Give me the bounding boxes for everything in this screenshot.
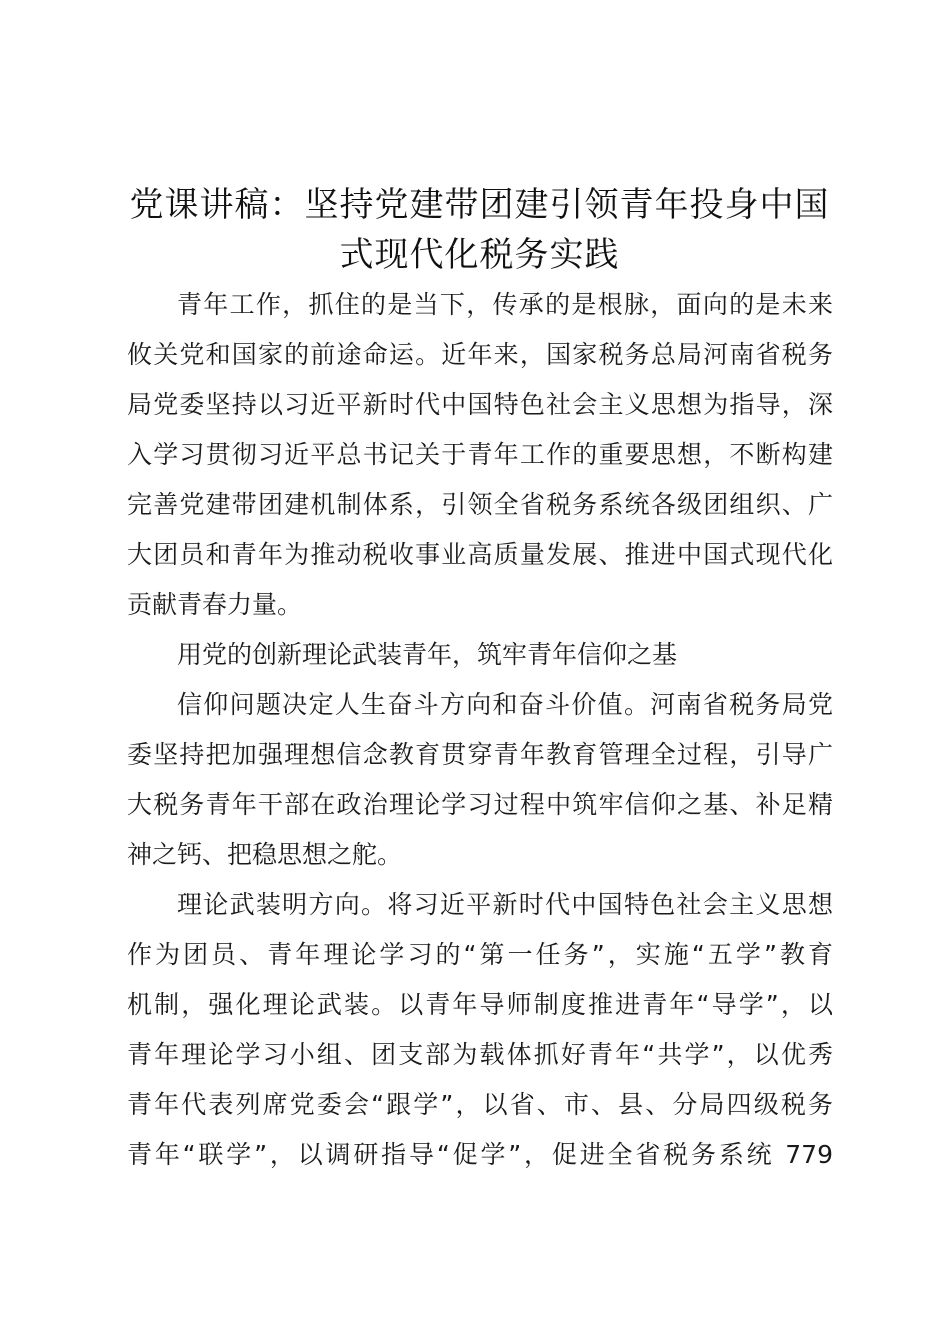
paragraph-line: 青年工作，抓住的是当下，传承的是根脉，面向的是未来	[177, 290, 833, 319]
title-line-1: 党课讲稿：坚持党建带团建引领青年投身中国	[129, 185, 830, 225]
section-heading	[127, 630, 833, 680]
paragraph-line: 入学习贯彻习近平总书记关于青年工作的重要思想，不断构建	[127, 440, 833, 469]
paragraph-line: 委坚持把加强理想信念教育贯穿青年教育管理全过程，引导广	[127, 740, 833, 769]
title-line-2: 式现代化税务实践	[339, 235, 620, 275]
paragraph-line: 大团员和青年为推动税收事业高质量发展、推进中国式现代化	[127, 540, 833, 569]
paragraph-line: 信仰问题决定人生奋斗方向和奋斗价值。河南省税务局党	[177, 690, 833, 719]
section-heading-text: 用党的创新理论武装青年，筑牢青年信仰之基	[177, 640, 678, 669]
paragraph-line: 青年理论学习小组、团支部为载体抓好青年“共学”，以优秀	[127, 1040, 833, 1069]
document-body	[127, 280, 833, 1180]
paragraph-line: 完善党建带团建机制体系，引领全省税务系统各级团组织、广	[127, 490, 833, 519]
paragraph-line: 攸关党和国家的前途命运。近年来，国家税务总局河南省税务	[127, 340, 833, 369]
paragraph-line: 青年代表列席党委会“跟学”，以省、市、县、分局四级税务	[127, 1090, 833, 1119]
paragraph-line: 作为团员、青年理论学习的“第一任务”，实施“五学”教育	[127, 940, 833, 969]
paragraph-line: 理论武装明方向。将习近平新时代中国特色社会主义思想	[177, 890, 833, 919]
paragraph-line: 大税务青年干部在政治理论学习过程中筑牢信仰之基、补足精	[127, 790, 833, 819]
paragraph-theory	[127, 880, 833, 1180]
document-title	[122, 180, 837, 280]
paragraph-faith	[127, 680, 833, 880]
paragraph-line: 青年“联学”，以调研指导“促学”，促进全省税务系统 779	[127, 1140, 833, 1169]
paragraph-line: 贡献青春力量。	[127, 590, 303, 619]
paragraph-line: 局党委坚持以习近平新时代中国特色社会主义思想为指导，深	[127, 390, 833, 419]
paragraph-line: 神之钙、把稳思想之舵。	[127, 840, 403, 869]
paragraph-intro	[127, 280, 833, 630]
paragraph-line: 机制，强化理论武装。以青年导师制度推进青年“导学”，以	[127, 990, 833, 1019]
